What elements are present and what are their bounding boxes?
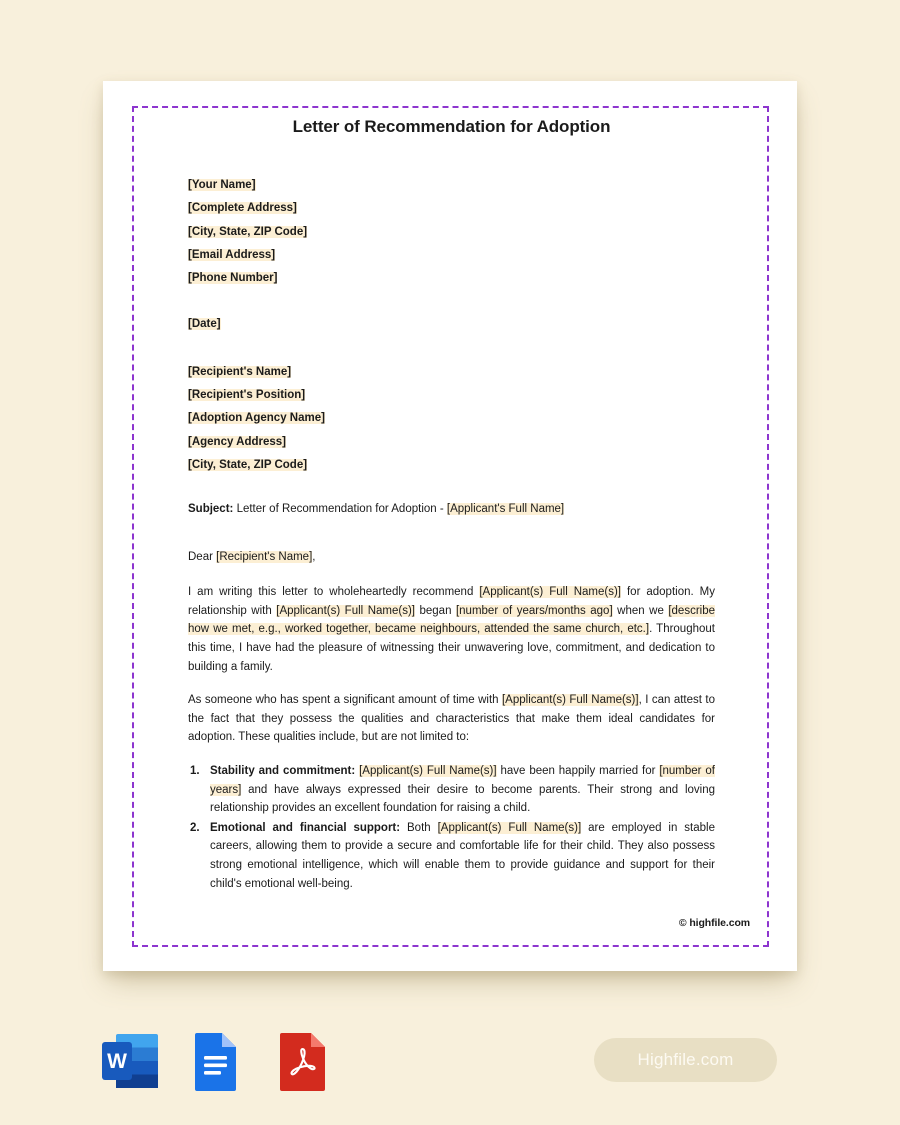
- sender-city-placeholder: [City, State, ZIP Code]: [188, 225, 308, 238]
- sender-line-email: [188, 244, 715, 267]
- recipient-address-block: [188, 361, 715, 477]
- sender-email-placeholder: [Email Address]: [188, 248, 276, 261]
- p1-howmet-placeholder: [describe how we met, e.g., worked together, became neighbours, attended the same church, etc.]: [188, 604, 716, 636]
- salutation-line: [188, 549, 715, 565]
- sender-line-address: [188, 197, 715, 220]
- document-page: [103, 81, 797, 971]
- agency-city-placeholder: [City, State, ZIP Code]: [188, 458, 308, 471]
- list-item-2-applicant-placeholder: [Applicant(s) Full Name(s)]: [437, 821, 582, 834]
- list-item-1-seg3: and have always expressed their desire to become parents. Their strong and loving relationship provides an excellent foundation for raising a child.: [210, 783, 715, 815]
- sender-line-city: [188, 221, 715, 244]
- date-placeholder: [Date]: [188, 318, 221, 331]
- agency-name-placeholder: [Adoption Agency Name]: [188, 412, 325, 425]
- subject-line: [188, 501, 715, 517]
- spacer-after-sender: [188, 290, 715, 313]
- copyright-notice: © highfile.com: [678, 917, 750, 929]
- spacer-after-date: [188, 337, 715, 361]
- word-doc-icon[interactable]: [100, 1030, 160, 1092]
- p2-seg1: As someone who has spent a significant amount of time with: [188, 694, 502, 707]
- format-icons-row: [100, 1030, 334, 1092]
- subject-label: Subject:: [188, 503, 234, 516]
- agency-address-placeholder: [Agency Address]: [188, 435, 286, 448]
- list-item: [188, 819, 715, 893]
- salutation-suffix: ,: [312, 551, 316, 564]
- list-item-2-seg2: are employed in stable careers, allowing them to provide a secure and comfortable life for their child. They also possess strong emotional intelligence, which will enable them to provide guidance and support for their child's emotional well-being.: [210, 821, 715, 890]
- list-item-1-years-placeholder: [number of years]: [210, 765, 715, 796]
- date-line: [188, 313, 715, 336]
- p1-applicant-placeholder-1: [Applicant(s) Full Name(s)]: [479, 586, 621, 599]
- recipient-line-agency: [188, 407, 715, 430]
- brand-badge[interactable]: [594, 1038, 777, 1082]
- recipient-line-city: [188, 454, 715, 477]
- body-paragraph-1: [188, 583, 715, 676]
- list-item-1-lead: Stability and commitment:: [210, 765, 356, 778]
- p1-duration-placeholder: [number of years/months ago]: [455, 604, 613, 617]
- brand-badge-label: Highfile.com: [637, 1050, 734, 1069]
- page-title: Letter of Recommendation for Adoption: [292, 117, 611, 136]
- sender-address-block: [188, 174, 715, 290]
- p1-seg3: began: [414, 604, 456, 617]
- p2-applicant-placeholder: [Applicant(s) Full Name(s)]: [501, 694, 639, 707]
- p1-seg4: when we: [612, 604, 669, 617]
- sender-line-phone: [188, 267, 715, 290]
- svg-text:W: W: [107, 1050, 127, 1073]
- recipient-line-agency-address: [188, 431, 715, 454]
- recipient-position-placeholder: [Recipient's Position]: [188, 389, 306, 402]
- spacer-after-recipient: [188, 477, 715, 501]
- recipient-line-position: [188, 384, 715, 407]
- p1-seg5: . Throughout this time, I have had the pleasure of witnessing their unwavering love, commitment, and dedication to building a family.: [188, 623, 715, 673]
- p1-seg1: I am writing this letter to wholeheartedly recommend: [188, 586, 480, 599]
- google-docs-icon[interactable]: [187, 1030, 247, 1092]
- sender-phone-placeholder: [Phone Number]: [188, 272, 278, 285]
- sender-line-name: [188, 174, 715, 197]
- salutation-recipient-placeholder: [Recipient's Name]: [216, 551, 313, 564]
- p1-seg2: for adoption. My relationship with: [188, 586, 715, 617]
- list-item-1-seg2: have been happily married for: [496, 765, 660, 778]
- list-item: [188, 762, 715, 818]
- body-paragraph-2: [188, 691, 715, 747]
- subject-applicant-placeholder: [Applicant's Full Name]: [446, 503, 565, 516]
- salutation-prefix: Dear: [188, 551, 217, 564]
- pdf-icon[interactable]: [274, 1030, 334, 1092]
- recipient-name-placeholder: [Recipient's Name]: [188, 365, 292, 378]
- list-item-2-lead: Emotional and financial support:: [210, 821, 401, 834]
- list-item-1-applicant-placeholder: [Applicant(s) Full Name(s)]: [359, 765, 497, 778]
- qualities-list: [188, 762, 715, 893]
- list-item-2-seg1: Both: [400, 821, 438, 834]
- document-body: [188, 117, 715, 894]
- p1-applicant-placeholder-2: [Applicant(s) Full Name(s)]: [276, 604, 415, 617]
- sender-address-placeholder: [Complete Address]: [188, 202, 297, 215]
- p2-seg2: , I can attest to the fact that they possess the qualities and characteristics that make them ideal candidates for adoption. These qualities include, but are not limited to:: [188, 694, 715, 744]
- recipient-line-name: [188, 361, 715, 384]
- subject-text: Letter of Recommendation for Adoption -: [233, 503, 447, 516]
- sender-name-placeholder: [Your Name]: [188, 179, 256, 191]
